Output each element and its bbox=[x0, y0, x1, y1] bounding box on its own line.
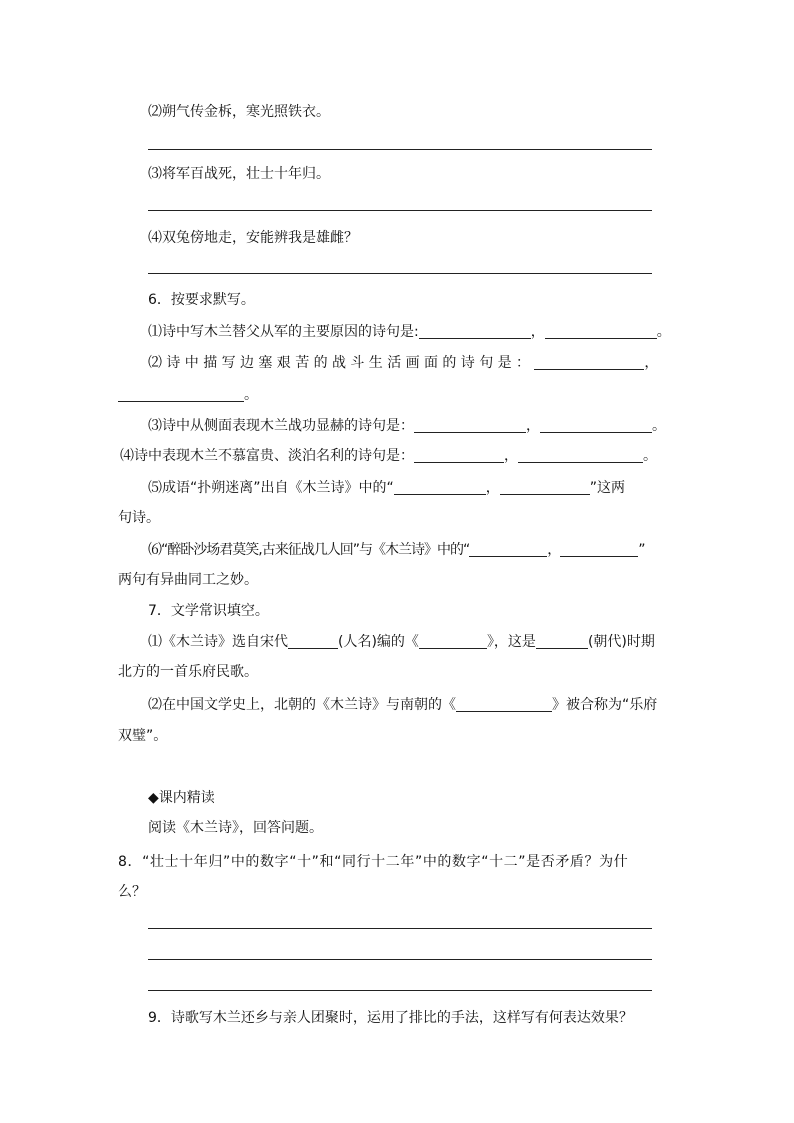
fill-blank[interactable] bbox=[560, 540, 638, 557]
q6-item-3-text: ⑶诗中从侧面表现木兰战功显赫的诗句是： bbox=[148, 418, 414, 434]
q8-question-cont: 么？ bbox=[118, 884, 146, 900]
q7-item-1-d: (朝代)时期 bbox=[587, 634, 655, 650]
q6-item-5-cont: 句诗。 bbox=[118, 510, 160, 526]
q7-item-2-b: 》被合称为“乐府 bbox=[552, 697, 658, 713]
answer-line[interactable] bbox=[148, 928, 652, 929]
q7-item-2 bbox=[148, 695, 657, 715]
q9-question: 9．诗歌写木兰还乡与亲人团聚时，运用了排比的手法，这样写有何表达效果？ bbox=[148, 1010, 633, 1026]
answer-line[interactable] bbox=[148, 210, 652, 211]
q7-item-1-cont: 北方的一首乐府民歌。 bbox=[118, 664, 258, 680]
close-quote: ” bbox=[638, 542, 645, 558]
comma: ， bbox=[526, 418, 540, 434]
q7-title: 7．文学常识填空。 bbox=[148, 603, 269, 619]
fill-blank[interactable] bbox=[288, 632, 338, 649]
q5-item-2: ⑵朔气传金柝，寒光照铁衣。 bbox=[148, 104, 330, 120]
comma: ， bbox=[547, 542, 561, 558]
fill-blank[interactable] bbox=[394, 478, 486, 495]
fill-blank[interactable] bbox=[545, 322, 657, 339]
q6-item-6-text: ⑹“醉卧沙场君莫笑,古来征战几人回”与《木兰诗》中的“ bbox=[148, 542, 470, 558]
period: 。 bbox=[656, 324, 671, 340]
comma: ， bbox=[485, 480, 500, 496]
fill-blank[interactable] bbox=[419, 632, 487, 649]
answer-line[interactable] bbox=[148, 990, 652, 991]
q6-item-5-end: ”这两 bbox=[589, 480, 626, 496]
fill-blank[interactable] bbox=[118, 385, 244, 402]
q6-title: 6．按要求默写。 bbox=[148, 292, 255, 308]
q8-question: 8．“壮士十年归”中的数字“十”和“同行十二年”中的数字“十二”是否矛盾？为什 bbox=[118, 854, 629, 870]
q6-item-2-cont bbox=[118, 385, 258, 405]
q6-item-2-text: ⑵诗中描写边塞艰苦的战斗生活画面的诗句是： bbox=[148, 355, 535, 371]
q6-item-4-text: ⑷诗中表现木兰不慕富贵、淡泊名利的诗句是： bbox=[120, 448, 414, 464]
fill-blank[interactable] bbox=[534, 353, 644, 370]
comma: ， bbox=[504, 448, 518, 464]
answer-line[interactable] bbox=[148, 959, 652, 960]
q6-item-2 bbox=[148, 353, 663, 373]
section-instruction: 阅读《木兰诗》，回答问题。 bbox=[148, 820, 323, 836]
q5-item-4: ⑷双兔傍地走，安能辨我是雄雌？ bbox=[148, 230, 358, 246]
fill-blank[interactable] bbox=[518, 446, 643, 463]
q6-item-6 bbox=[148, 540, 644, 560]
period: 。 bbox=[643, 448, 657, 464]
q7-item-2-a: ⑵在中国文学史上，北朝的《木兰诗》与南朝的《 bbox=[148, 697, 456, 713]
fill-blank[interactable] bbox=[536, 632, 588, 649]
q6-item-3 bbox=[148, 416, 666, 436]
q6-item-4 bbox=[120, 446, 657, 466]
fill-blank[interactable] bbox=[500, 478, 590, 495]
comma: ， bbox=[644, 355, 663, 371]
fill-blank[interactable] bbox=[469, 540, 547, 557]
fill-blank[interactable] bbox=[414, 446, 504, 463]
q6-item-5-text: ⑸成语“扑朔迷离”出自《木兰诗》中的“ bbox=[148, 480, 394, 496]
fill-blank[interactable] bbox=[540, 416, 652, 433]
q6-item-6-cont: 两句有异曲同工之妙。 bbox=[118, 572, 258, 588]
period: 。 bbox=[652, 418, 666, 434]
comma: ， bbox=[530, 324, 545, 340]
answer-line[interactable] bbox=[148, 149, 652, 150]
section-title: ◆课内精读 bbox=[148, 790, 215, 806]
q7-item-1 bbox=[148, 632, 655, 652]
q6-item-5 bbox=[148, 478, 625, 498]
q6-item-1-text: ⑴诗中写木兰替父从军的主要原因的诗句是: bbox=[148, 324, 419, 340]
q7-item-1-a: ⑴《木兰诗》选自宋代 bbox=[148, 634, 288, 650]
period: 。 bbox=[244, 387, 258, 403]
answer-line[interactable] bbox=[148, 273, 652, 274]
q6-item-1 bbox=[148, 322, 671, 342]
fill-blank[interactable] bbox=[414, 416, 526, 433]
fill-blank[interactable] bbox=[456, 695, 552, 712]
q7-item-2-cont: 双璧”。 bbox=[118, 728, 168, 744]
q5-item-3: ⑶将军百战死，壮士十年归。 bbox=[148, 166, 330, 182]
q7-item-1-b: (人名)编的《 bbox=[338, 634, 419, 650]
fill-blank[interactable] bbox=[419, 322, 531, 339]
q7-item-1-c: 》，这是 bbox=[486, 634, 536, 650]
